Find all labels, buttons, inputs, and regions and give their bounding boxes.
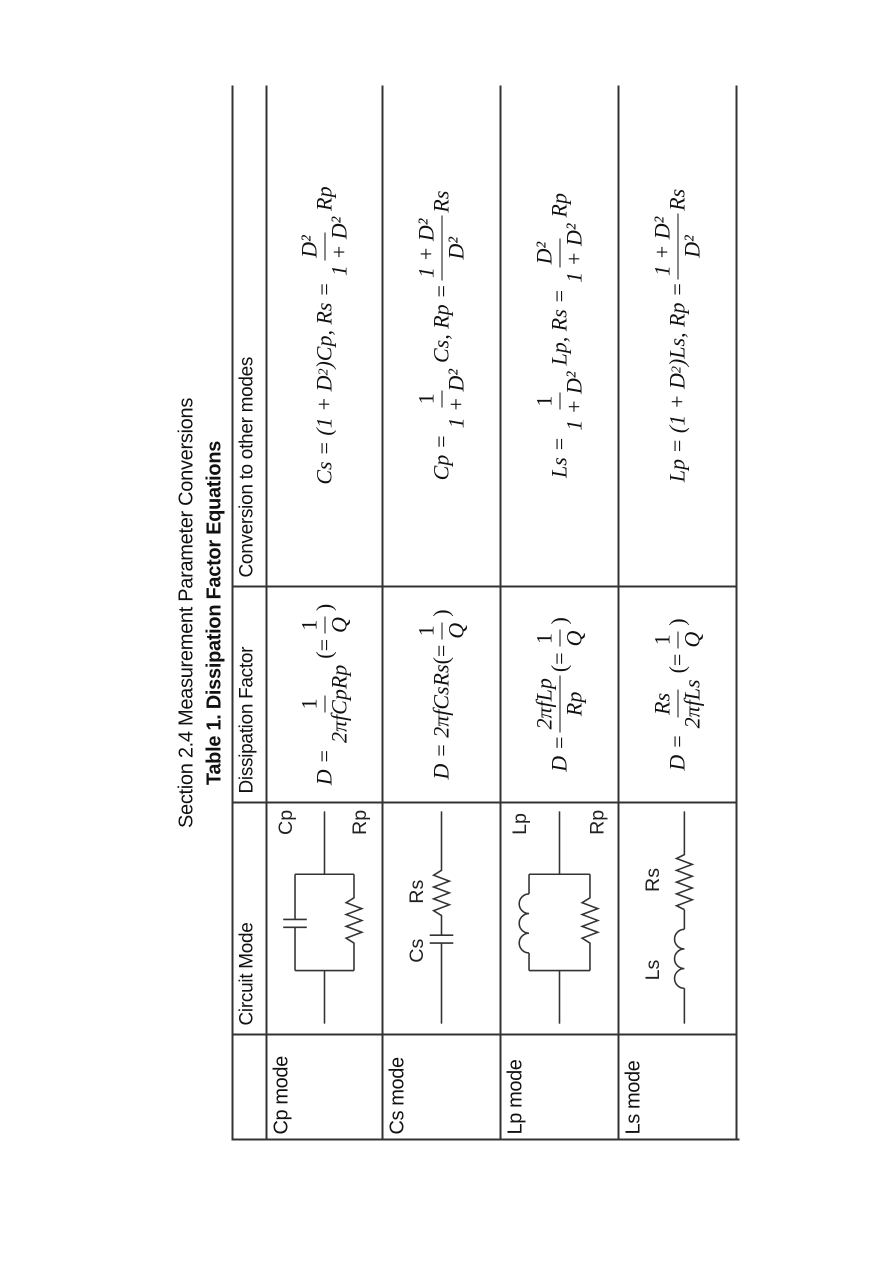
table-title: Table 1. Dissipation Factor Equations — [203, 440, 225, 785]
header-dissipation-cell — [233, 585, 265, 801]
table-row-cp — [267, 85, 383, 1138]
header-conversion-cell — [233, 85, 265, 585]
dissipation-equation: D = 2πfLp Rp (= 1 Q ) — [531, 616, 586, 772]
mode-cell — [267, 1033, 381, 1138]
header-mode-cell — [233, 1033, 265, 1138]
series-rl-circuit-icon — [619, 801, 735, 1033]
mode-cell — [619, 1033, 735, 1138]
table-row-ls — [619, 85, 737, 1138]
capacitor-label: Cp — [274, 809, 297, 835]
dissipation-cell — [383, 585, 499, 801]
dissipation-equation: D = 2πfCsRs (= 1 Q ) — [413, 608, 468, 780]
resistor-label: Rp — [586, 809, 609, 835]
header-dissipation-factor: Dissipation Factor — [236, 646, 257, 793]
table-header-row — [233, 85, 267, 1138]
series-rc-circuit-icon — [383, 801, 499, 1033]
resistor-label: Rp — [348, 809, 371, 835]
mode-label: Lp mode — [504, 1058, 526, 1134]
dissipation-equation: D = Rs 2πfLs (= 1 Q ) — [649, 617, 704, 771]
conversion-equation: Ls = 1 1 + D² Lp, Rs = D² 1 + D² Rp — [531, 192, 586, 478]
parallel-rc-circuit-icon — [267, 801, 381, 1033]
conversion-equation: Cs = (1 + D 2 )Cp, Rs = D² 1 + D² Rp — [296, 185, 351, 485]
section-title: Section 2.4 Measurement Parameter Conversions — [175, 397, 197, 828]
header-circuit-cell — [233, 801, 265, 1033]
mode-label: Ls mode — [622, 1060, 644, 1134]
capacitor-label: Cs — [405, 938, 428, 963]
inductor-label: Lp — [508, 812, 531, 835]
table-row-lp — [501, 85, 619, 1138]
dissipation-cell — [619, 585, 735, 801]
circuit-cell — [619, 801, 735, 1033]
dissipation-factor-table — [231, 85, 739, 1140]
header-conversion: Conversion to other modes — [236, 356, 257, 577]
conversion-cell — [619, 85, 735, 585]
header-circuit-mode: Circuit Mode — [236, 921, 257, 1025]
table-row-cs — [383, 85, 501, 1138]
conversion-equation: Cp = 1 1 + D² Cs, Rp = 1 + D² D² Rs — [413, 190, 468, 480]
circuit-cell — [501, 801, 617, 1033]
mode-label: Cs mode — [386, 1056, 408, 1134]
conversion-cell — [383, 85, 499, 585]
rotated-content — [165, 85, 727, 1140]
dissipation-cell — [501, 585, 617, 801]
circuit-cell — [383, 801, 499, 1033]
parallel-rl-circuit-icon — [501, 801, 617, 1033]
circuit-cell — [267, 801, 381, 1033]
resistor-label: Rs — [405, 879, 428, 904]
conversion-equation: Lp = (1 + D 2 )Ls, Rp = 1 + D² D² Rs — [649, 188, 704, 482]
dissipation-cell — [267, 585, 381, 801]
mode-cell — [383, 1033, 499, 1138]
mode-cell — [501, 1033, 617, 1138]
resistor-label: Rs — [641, 867, 664, 892]
mode-label: Cp mode — [270, 1055, 292, 1134]
conversion-cell — [501, 85, 617, 585]
dissipation-equation: D = 1 2πfCpRp (= 1 Q ) — [296, 603, 351, 785]
inductor-label: Ls — [641, 959, 664, 980]
conversion-cell — [267, 85, 381, 585]
